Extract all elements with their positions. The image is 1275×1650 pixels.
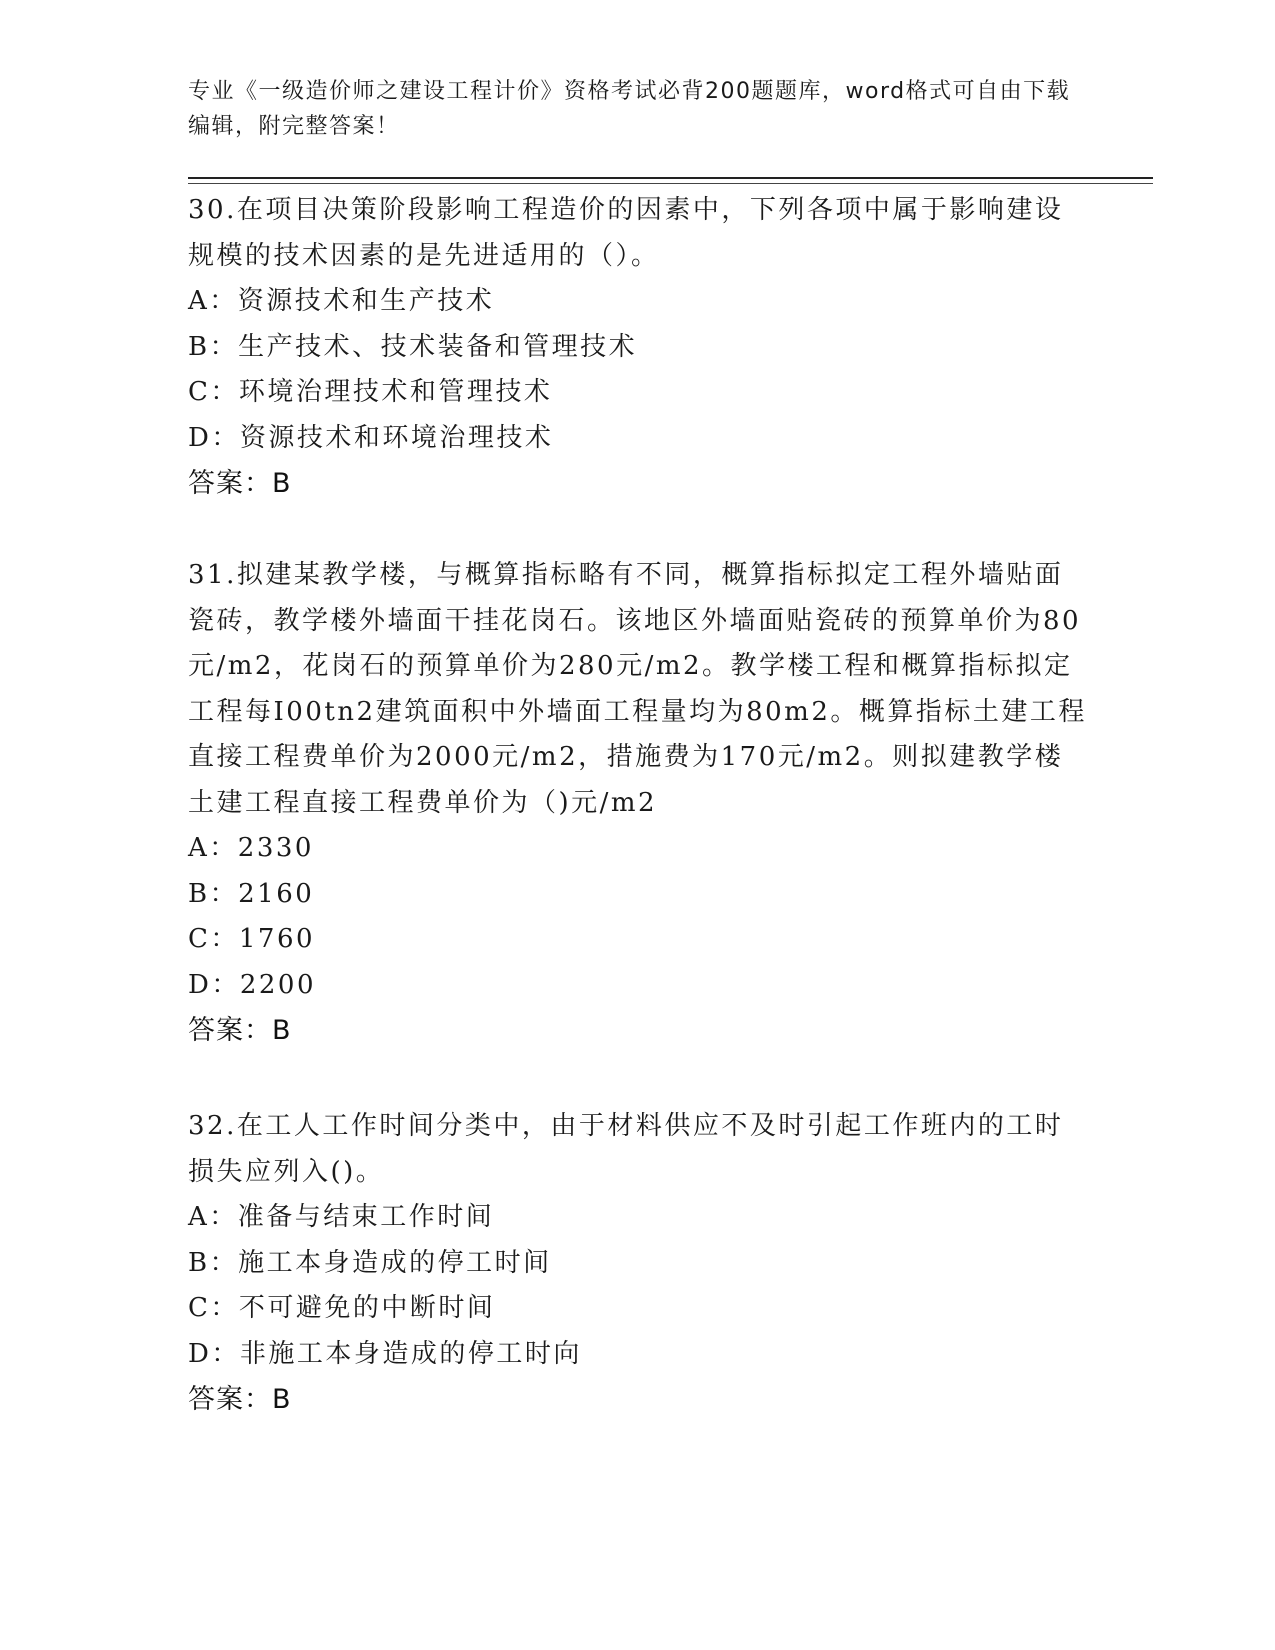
option-a: A：2330 <box>188 833 314 863</box>
question-block <box>188 188 1088 506</box>
option-b: B：生产技术、技术装备和管理技术 <box>188 331 638 362</box>
question-text: 31.拟建某教学楼，与概算指标略有不同，概算指标拟定工程外墙贴面瓷砖，教学楼外墙面干挂花岗石。该地区外墙面贴瓷砖的预算单价为80元/m2，花岗石的预算单价为280元/m2。教学楼工程和概算指标拟定工程每I00tn2建筑面积中外墙面工程量均为80m2。概算指标土建工程直接工程费单价为2000元/m2，措施费为170元/m2。则拟建教学楼土建工程直接工程费单价为（)元/m2 <box>188 560 1087 818</box>
question-block <box>188 553 1088 1053</box>
question-text: 30.在项目决策阶段影响工程造价的因素中，下列各项中属于影响建设规模的技术因素的是先进适用的（）。 <box>188 195 1064 271</box>
header-divider-thin <box>188 183 1153 184</box>
option-a: A：准备与结束工作时间 <box>188 1202 495 1232</box>
option-c: C：不可避免的中断时间 <box>188 1293 496 1323</box>
option-c: C：环境治理技术和管理技术 <box>188 377 553 407</box>
option-d: D：2200 <box>188 969 317 1000</box>
question-text: 32.在工人工作时间分类中，由于材料供应不及时引起工作班内的工时损失应列入()。 <box>188 1111 1064 1187</box>
header-divider-thick <box>188 177 1153 179</box>
answer-line: 答案：B <box>188 468 292 499</box>
document-header: 专业《一级造价师之建设工程计价》资格考试必背200题题库，word格式可自由下载编辑，附完整答案！ <box>188 79 1071 139</box>
option-b: B：2160 <box>188 878 315 909</box>
option-b: B：施工本身造成的停工时间 <box>188 1247 552 1278</box>
question-block <box>188 1104 1088 1422</box>
option-d: D：非施工本身造成的停工时向 <box>188 1338 582 1369</box>
answer-line: 答案：B <box>188 1015 292 1046</box>
option-a: A：资源技术和生产技术 <box>188 286 495 316</box>
option-d: D：资源技术和环境治理技术 <box>188 422 554 453</box>
answer-line: 答案：B <box>188 1384 292 1415</box>
option-c: C：1760 <box>188 924 316 954</box>
